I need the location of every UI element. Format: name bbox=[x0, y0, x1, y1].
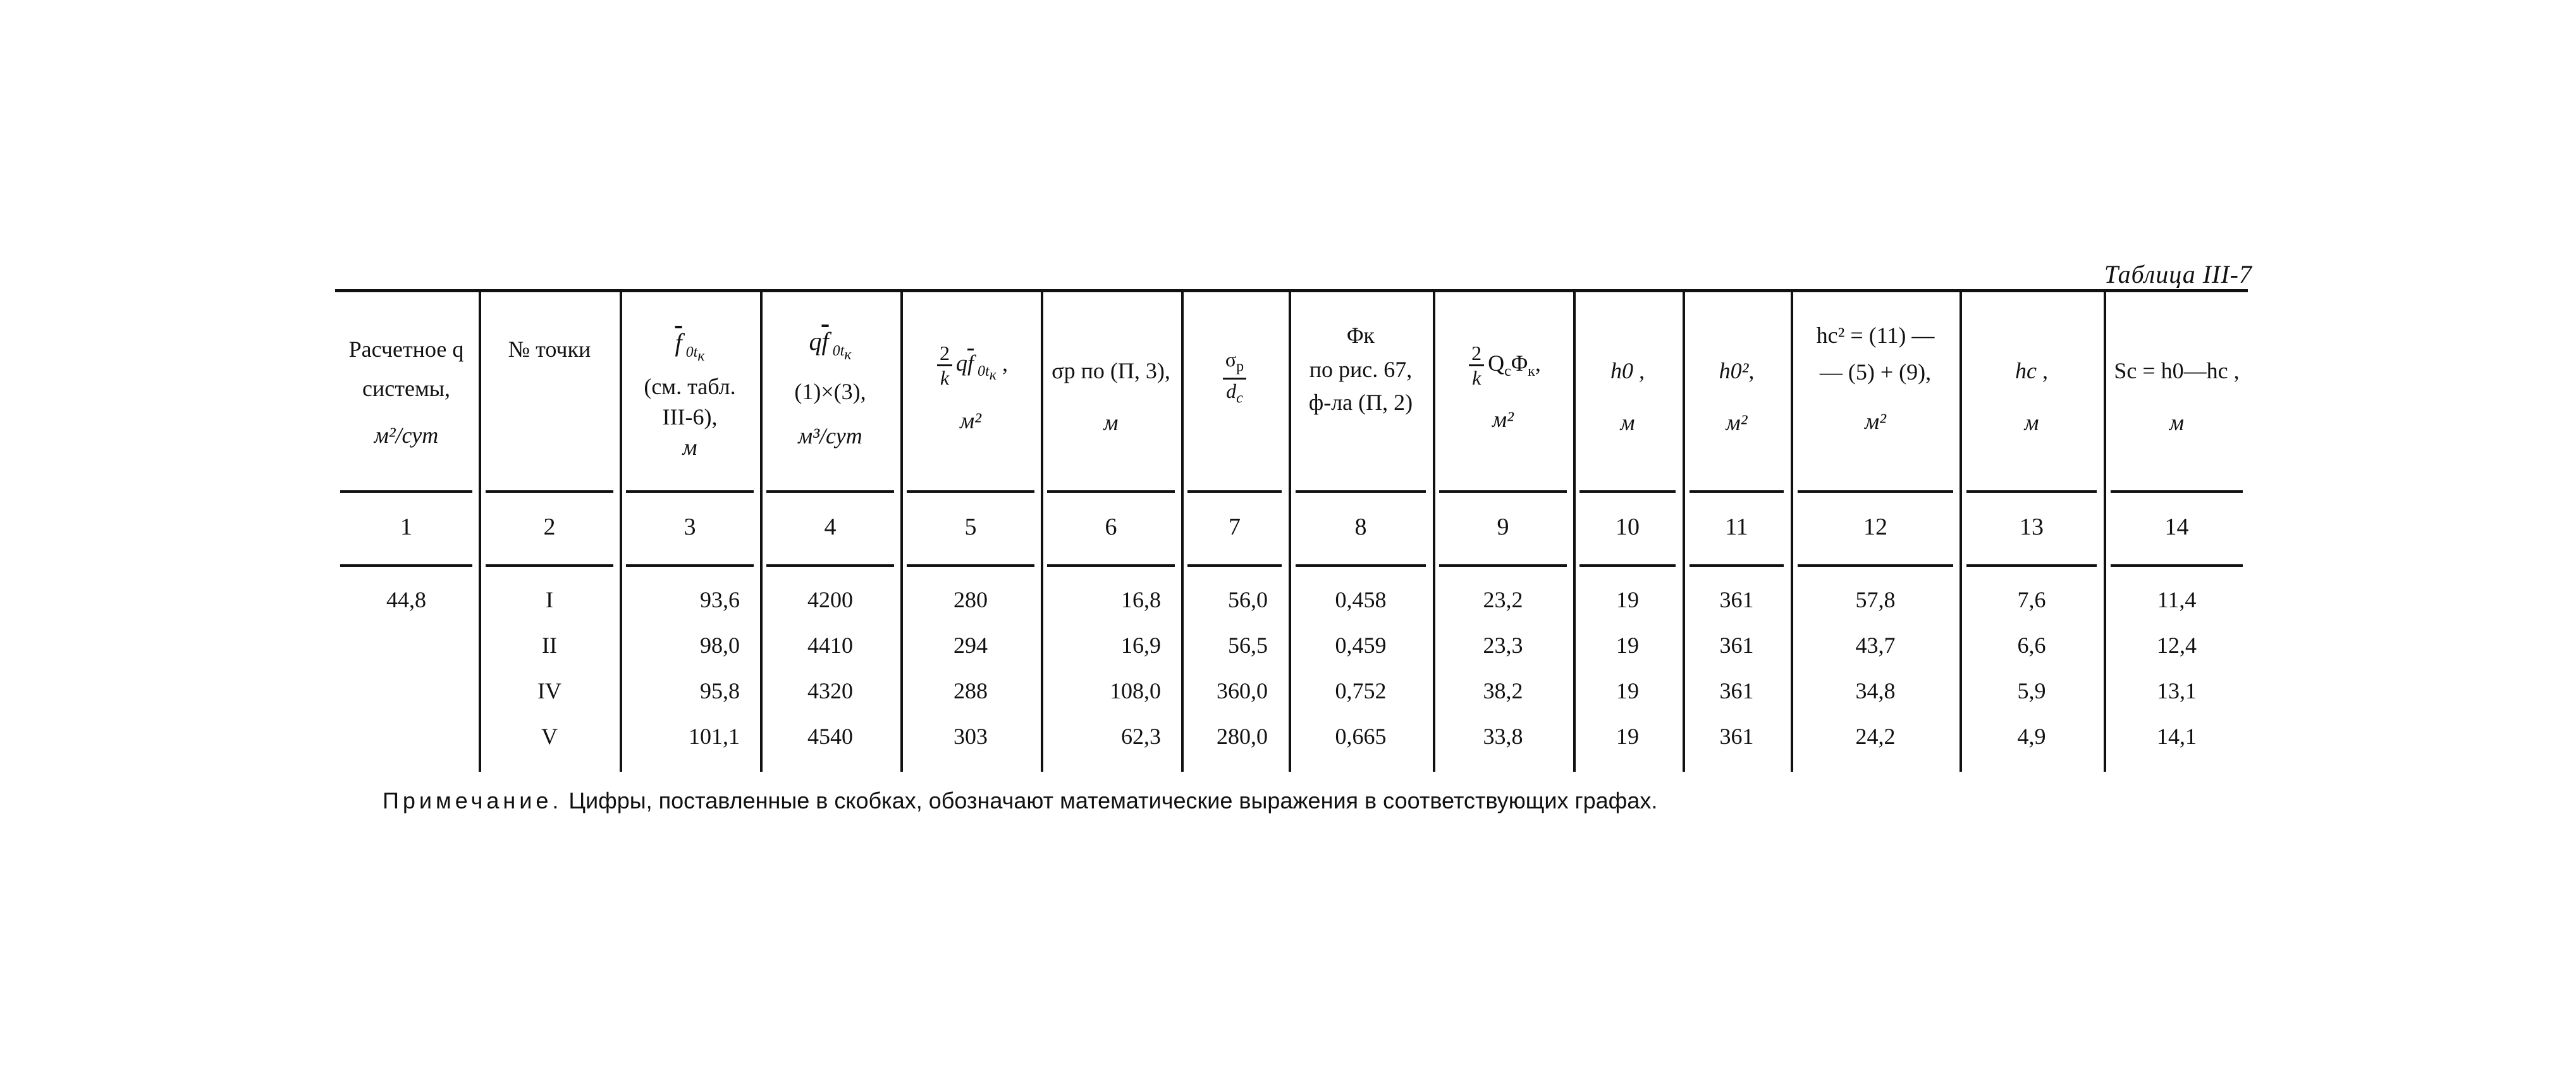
table-cell: 43,7 bbox=[1855, 633, 1896, 658]
table-cell: 4410 bbox=[807, 633, 853, 658]
header-col-13 bbox=[1961, 297, 2102, 487]
header-col-14-unit: м bbox=[2169, 410, 2184, 435]
column-number: 9 bbox=[1497, 514, 1509, 540]
system-q-value: 44,8 bbox=[386, 587, 426, 612]
header-col-4-symbol: $q\overline{f}$ $_{0t_к}$ bbox=[809, 327, 852, 363]
table-cell: 0,458 bbox=[1335, 587, 1387, 612]
header-col-7-formula: $\frac{\sigma_р}{d_с}$ bbox=[1182, 348, 1287, 410]
header-col-11-unit: м² bbox=[1726, 410, 1748, 435]
header-col-14-line-1: Sс = h0—hс , bbox=[2114, 358, 2240, 383]
table-cell: 361 bbox=[1719, 633, 1754, 658]
number-row-bottom-rule bbox=[626, 564, 754, 567]
header-col-8-line-2: по рис. 67, bbox=[1309, 357, 1413, 382]
header-col-9-unit: м² bbox=[1492, 407, 1514, 432]
table-cell: 4200 bbox=[807, 587, 853, 612]
header-bottom-rule bbox=[907, 490, 1034, 493]
header-col-1-line-2: системы, bbox=[362, 376, 450, 401]
number-row-bottom-rule bbox=[1187, 564, 1282, 567]
header-col-12-line-2: — (5) + (9), bbox=[1819, 359, 1932, 385]
header-bottom-rule bbox=[1187, 490, 1282, 493]
table-cell: 4540 bbox=[807, 724, 853, 749]
table-cell: 0,752 bbox=[1335, 678, 1387, 703]
column-number: 8 bbox=[1354, 514, 1367, 540]
header-col-6 bbox=[1042, 297, 1180, 487]
header-col-4 bbox=[761, 297, 899, 487]
number-row-bottom-rule bbox=[340, 564, 472, 567]
number-row-bottom-rule bbox=[1579, 564, 1676, 567]
header-col-8 bbox=[1291, 297, 1431, 487]
number-row-bottom-rule bbox=[1296, 564, 1426, 567]
number-row-bottom-rule bbox=[2111, 564, 2243, 567]
header-col-3-unit: м bbox=[682, 434, 697, 460]
table-cell: 280 bbox=[954, 587, 988, 612]
column-number: 6 bbox=[1105, 514, 1117, 540]
header-col-3-symbol: $\overline{f}$ $_{0t_к}$ bbox=[675, 328, 705, 364]
table-cell: 93,6 bbox=[700, 587, 740, 612]
header-col-10-line-1: h0 , bbox=[1610, 358, 1645, 383]
header-bottom-rule bbox=[766, 490, 894, 493]
column-number: 1 bbox=[400, 514, 412, 540]
table-cell: 7,6 bbox=[2017, 587, 2046, 612]
header-col-4-line-1: (1)×(3), bbox=[794, 378, 866, 404]
header-col-13-line-1: hс , bbox=[2015, 358, 2048, 383]
header-col-3-line-1: (см. табл. bbox=[644, 373, 736, 399]
header-col-5-unit: м² bbox=[960, 407, 981, 433]
table-cell: 4,9 bbox=[2017, 724, 2046, 749]
header-col-1-unit: м²/сут bbox=[374, 423, 439, 448]
column-number: 14 bbox=[2164, 514, 2189, 540]
note-lead: Примечание. bbox=[383, 788, 563, 814]
table-cell: 294 bbox=[954, 633, 988, 658]
table-cell: 6,6 bbox=[2017, 633, 2046, 658]
table-cell: 4320 bbox=[807, 678, 853, 703]
header-col-13-unit: м bbox=[2024, 410, 2039, 435]
column-number: 3 bbox=[684, 514, 696, 540]
table-cell: 108,0 bbox=[1110, 678, 1161, 703]
header-col-8-line-1: Φк bbox=[1347, 323, 1375, 348]
header-col-5-formula: $\frac{2}{k}$ $q\overline{f}$ $_{0t_к}$ , bbox=[902, 342, 1040, 390]
header-col-5 bbox=[902, 297, 1040, 487]
table-cell: 101,1 bbox=[689, 724, 740, 749]
header-col-2 bbox=[481, 297, 618, 487]
header-col-12-unit: м² bbox=[1865, 409, 1886, 434]
table-cell: 23,2 bbox=[1483, 587, 1523, 612]
header-col-14 bbox=[2106, 297, 2248, 487]
number-row-bottom-rule bbox=[1798, 564, 1953, 567]
table-cell: V bbox=[541, 724, 558, 749]
header-col-2-line-1: № точки bbox=[508, 337, 591, 362]
table-cell: 14,1 bbox=[2157, 724, 2197, 749]
header-bottom-rule bbox=[486, 490, 613, 493]
table-cell: 280,0 bbox=[1217, 724, 1268, 749]
header-col-10-unit: м bbox=[1620, 410, 1635, 435]
table-cell: 361 bbox=[1719, 724, 1754, 749]
header-col-6-line-1: σр по (П, 3), bbox=[1052, 358, 1170, 383]
header-col-4-unit: м³/сут bbox=[798, 423, 862, 449]
header-bottom-rule bbox=[1798, 490, 1953, 493]
header-col-12 bbox=[1793, 297, 1958, 487]
table-note bbox=[383, 788, 1657, 814]
header-col-3-line-2: III-6), bbox=[662, 404, 718, 430]
column-number: 13 bbox=[2020, 514, 2044, 540]
table-cell: 5,9 bbox=[2017, 678, 2046, 703]
column-number: 12 bbox=[1863, 514, 1887, 540]
table-cell: 56,0 bbox=[1228, 587, 1268, 612]
header-bottom-rule bbox=[2111, 490, 2243, 493]
table-cell: 38,2 bbox=[1483, 678, 1523, 703]
table-cell: 62,3 bbox=[1121, 724, 1161, 749]
number-row-bottom-rule bbox=[1966, 564, 2097, 567]
table-cell: 360,0 bbox=[1217, 678, 1268, 703]
table-cell: 16,9 bbox=[1121, 633, 1161, 658]
header-bottom-rule bbox=[1579, 490, 1676, 493]
table-cell: 19 bbox=[1616, 724, 1639, 749]
table-cell: 13,1 bbox=[2157, 678, 2197, 703]
header-bottom-rule bbox=[1439, 490, 1567, 493]
table-cell: 19 bbox=[1616, 633, 1639, 658]
table-cell: I bbox=[546, 587, 553, 612]
table-cell: 23,3 bbox=[1483, 633, 1523, 658]
header-col-11-line-1: h0², bbox=[1719, 358, 1755, 383]
table-cell: 0,665 bbox=[1335, 724, 1387, 749]
header-col-11 bbox=[1684, 297, 1789, 487]
header-bottom-rule bbox=[626, 490, 754, 493]
header-col-9-formula: $\frac{2}{k}$ $Q_с\Phi_к$, bbox=[1434, 342, 1572, 389]
header-col-3 bbox=[621, 297, 759, 487]
table-cell: 361 bbox=[1719, 587, 1754, 612]
header-bottom-rule bbox=[340, 490, 472, 493]
column-number: 2 bbox=[543, 514, 556, 540]
table-cell: II bbox=[542, 633, 557, 658]
column-number: 5 bbox=[964, 514, 977, 540]
table-cell: 0,459 bbox=[1335, 633, 1387, 658]
table-title: Таблица III-7 bbox=[2104, 260, 2252, 288]
table-cell: 11,4 bbox=[2157, 587, 2197, 612]
table-cell: 288 bbox=[954, 678, 988, 703]
number-row-bottom-rule bbox=[1439, 564, 1567, 567]
table-cell: 16,8 bbox=[1121, 587, 1161, 612]
table-cell: 24,2 bbox=[1855, 724, 1896, 749]
note-text: Цифры, поставленные в скобках, обозначают математические выражения в соответствующих графах. bbox=[568, 788, 1658, 814]
column-number: 7 bbox=[1229, 514, 1241, 540]
header-col-10 bbox=[1574, 297, 1681, 487]
header-bottom-rule bbox=[1047, 490, 1175, 493]
table-cell: 33,8 bbox=[1483, 724, 1523, 749]
table-cell: 56,5 bbox=[1228, 633, 1268, 658]
number-row-bottom-rule bbox=[486, 564, 613, 567]
header-bottom-rule bbox=[1690, 490, 1784, 493]
table-cell: IV bbox=[537, 678, 561, 703]
header-bottom-rule bbox=[1966, 490, 2097, 493]
column-number: 11 bbox=[1725, 514, 1748, 540]
header-col-6-unit: м bbox=[1103, 410, 1119, 435]
table-cell: 95,8 bbox=[700, 678, 740, 703]
header-col-7 bbox=[1182, 297, 1287, 487]
number-row-bottom-rule bbox=[1047, 564, 1175, 567]
table-cell: 34,8 bbox=[1855, 678, 1896, 703]
header-col-1-line-1: Расчетное q bbox=[348, 337, 464, 362]
header-col-8-line-3: ф-ла (П, 2) bbox=[1308, 390, 1413, 415]
column-number: 4 bbox=[824, 514, 837, 540]
column-number: 10 bbox=[1616, 514, 1640, 540]
table-cell: 303 bbox=[954, 724, 988, 749]
table-cell: 19 bbox=[1616, 587, 1639, 612]
header-col-12-line-1: hс² = (11) — bbox=[1816, 323, 1935, 348]
table-cell: 361 bbox=[1719, 678, 1754, 703]
table-cell: 98,0 bbox=[700, 633, 740, 658]
table-cell: 57,8 bbox=[1855, 587, 1896, 612]
number-row-bottom-rule bbox=[907, 564, 1034, 567]
header-col-1 bbox=[335, 297, 477, 487]
table-cell: 19 bbox=[1616, 678, 1639, 703]
number-row-bottom-rule bbox=[1690, 564, 1784, 567]
number-row-bottom-rule bbox=[766, 564, 894, 567]
table-cell: 12,4 bbox=[2157, 633, 2197, 658]
header-col-9 bbox=[1434, 297, 1572, 487]
header-bottom-rule bbox=[1296, 490, 1426, 493]
